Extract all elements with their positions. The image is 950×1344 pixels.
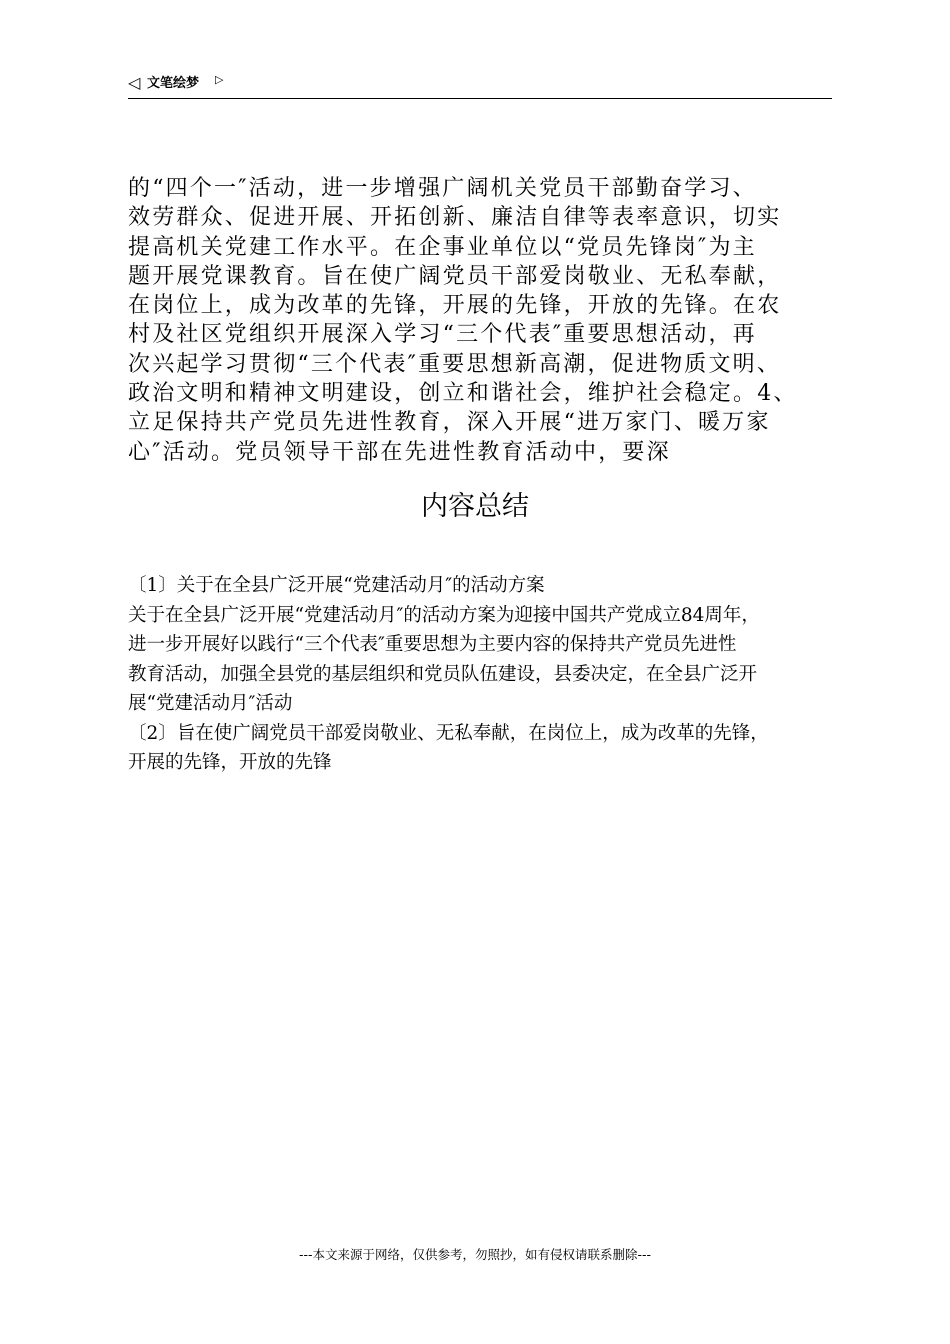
- body-paragraph: [128, 174, 848, 467]
- body-line: 在岗位上，成为改革的先锋，开展的先锋，开放的先锋。在农: [128, 293, 782, 319]
- summary-block: [128, 571, 840, 778]
- body-line: 提高机关党建工作水平。在企事业单位以“党员先锋岗″为主: [128, 234, 757, 260]
- page-footer: ---本文来源于网络，仅供参考，勿照抄，如有侵权请联系删除---: [298, 1247, 652, 1262]
- body-line: 的“四个一″活动，进一步增强广阔机关党员干部勤奋学习、: [128, 176, 757, 201]
- body-line: 心″活动。党员领导干部在先进性教育活动中，要深: [128, 439, 671, 465]
- body-line: 效劳群众、促进开展、开拓创新、廉洁自律等表率意识，切实: [128, 205, 782, 231]
- body-line: 村及社区党组织开展深入学习“三个代表″重要思想活动，再: [128, 322, 757, 348]
- brand-name: 文笔绘梦: [147, 76, 200, 91]
- body-line: 政治文明和精神文明建设，创立和谐社会，维护社会稳定。4、: [128, 381, 798, 407]
- page-header: [128, 74, 832, 99]
- summary-line: 〔2〕旨在使广阔党员干部爱岗敬业、无私奉献，在岗位上，成为改革的先锋，: [128, 722, 769, 744]
- summary-line: 展“党建活动月″活动: [128, 693, 293, 714]
- triangle-right-icon: ▷: [215, 73, 224, 86]
- body-line: 次兴起学习贯彻“三个代表″重要思想新高潮，促进物质文明、: [128, 351, 782, 377]
- triangle-left-icon: ◁: [128, 73, 141, 92]
- summary-line: 进一步开展好以践行“三个代表″重要思想为主要内容的保持共产党员先进性: [128, 634, 737, 655]
- body-line: 题开展党课教育。旨在使广阔党员干部爱岗敬业、无私奉献，: [128, 263, 782, 289]
- summary-title: 内容总结: [421, 491, 529, 522]
- body-line: 立足保持共产党员先进性教育，深入开展“进万家门、暖万家: [128, 410, 771, 436]
- summary-line: 关于在全县广泛开展“党建活动月″的活动方案为迎接中国共产党成立84周年，: [128, 604, 760, 626]
- summary-line: 〔1〕关于在全县广泛开展“党建活动月″的活动方案: [128, 575, 545, 596]
- summary-line: 开展的先锋，开放的先锋: [128, 752, 332, 773]
- summary-line: 教育活动，加强全县党的基层组织和党员队伍建设，县委决定，在全县广泛开: [128, 663, 758, 685]
